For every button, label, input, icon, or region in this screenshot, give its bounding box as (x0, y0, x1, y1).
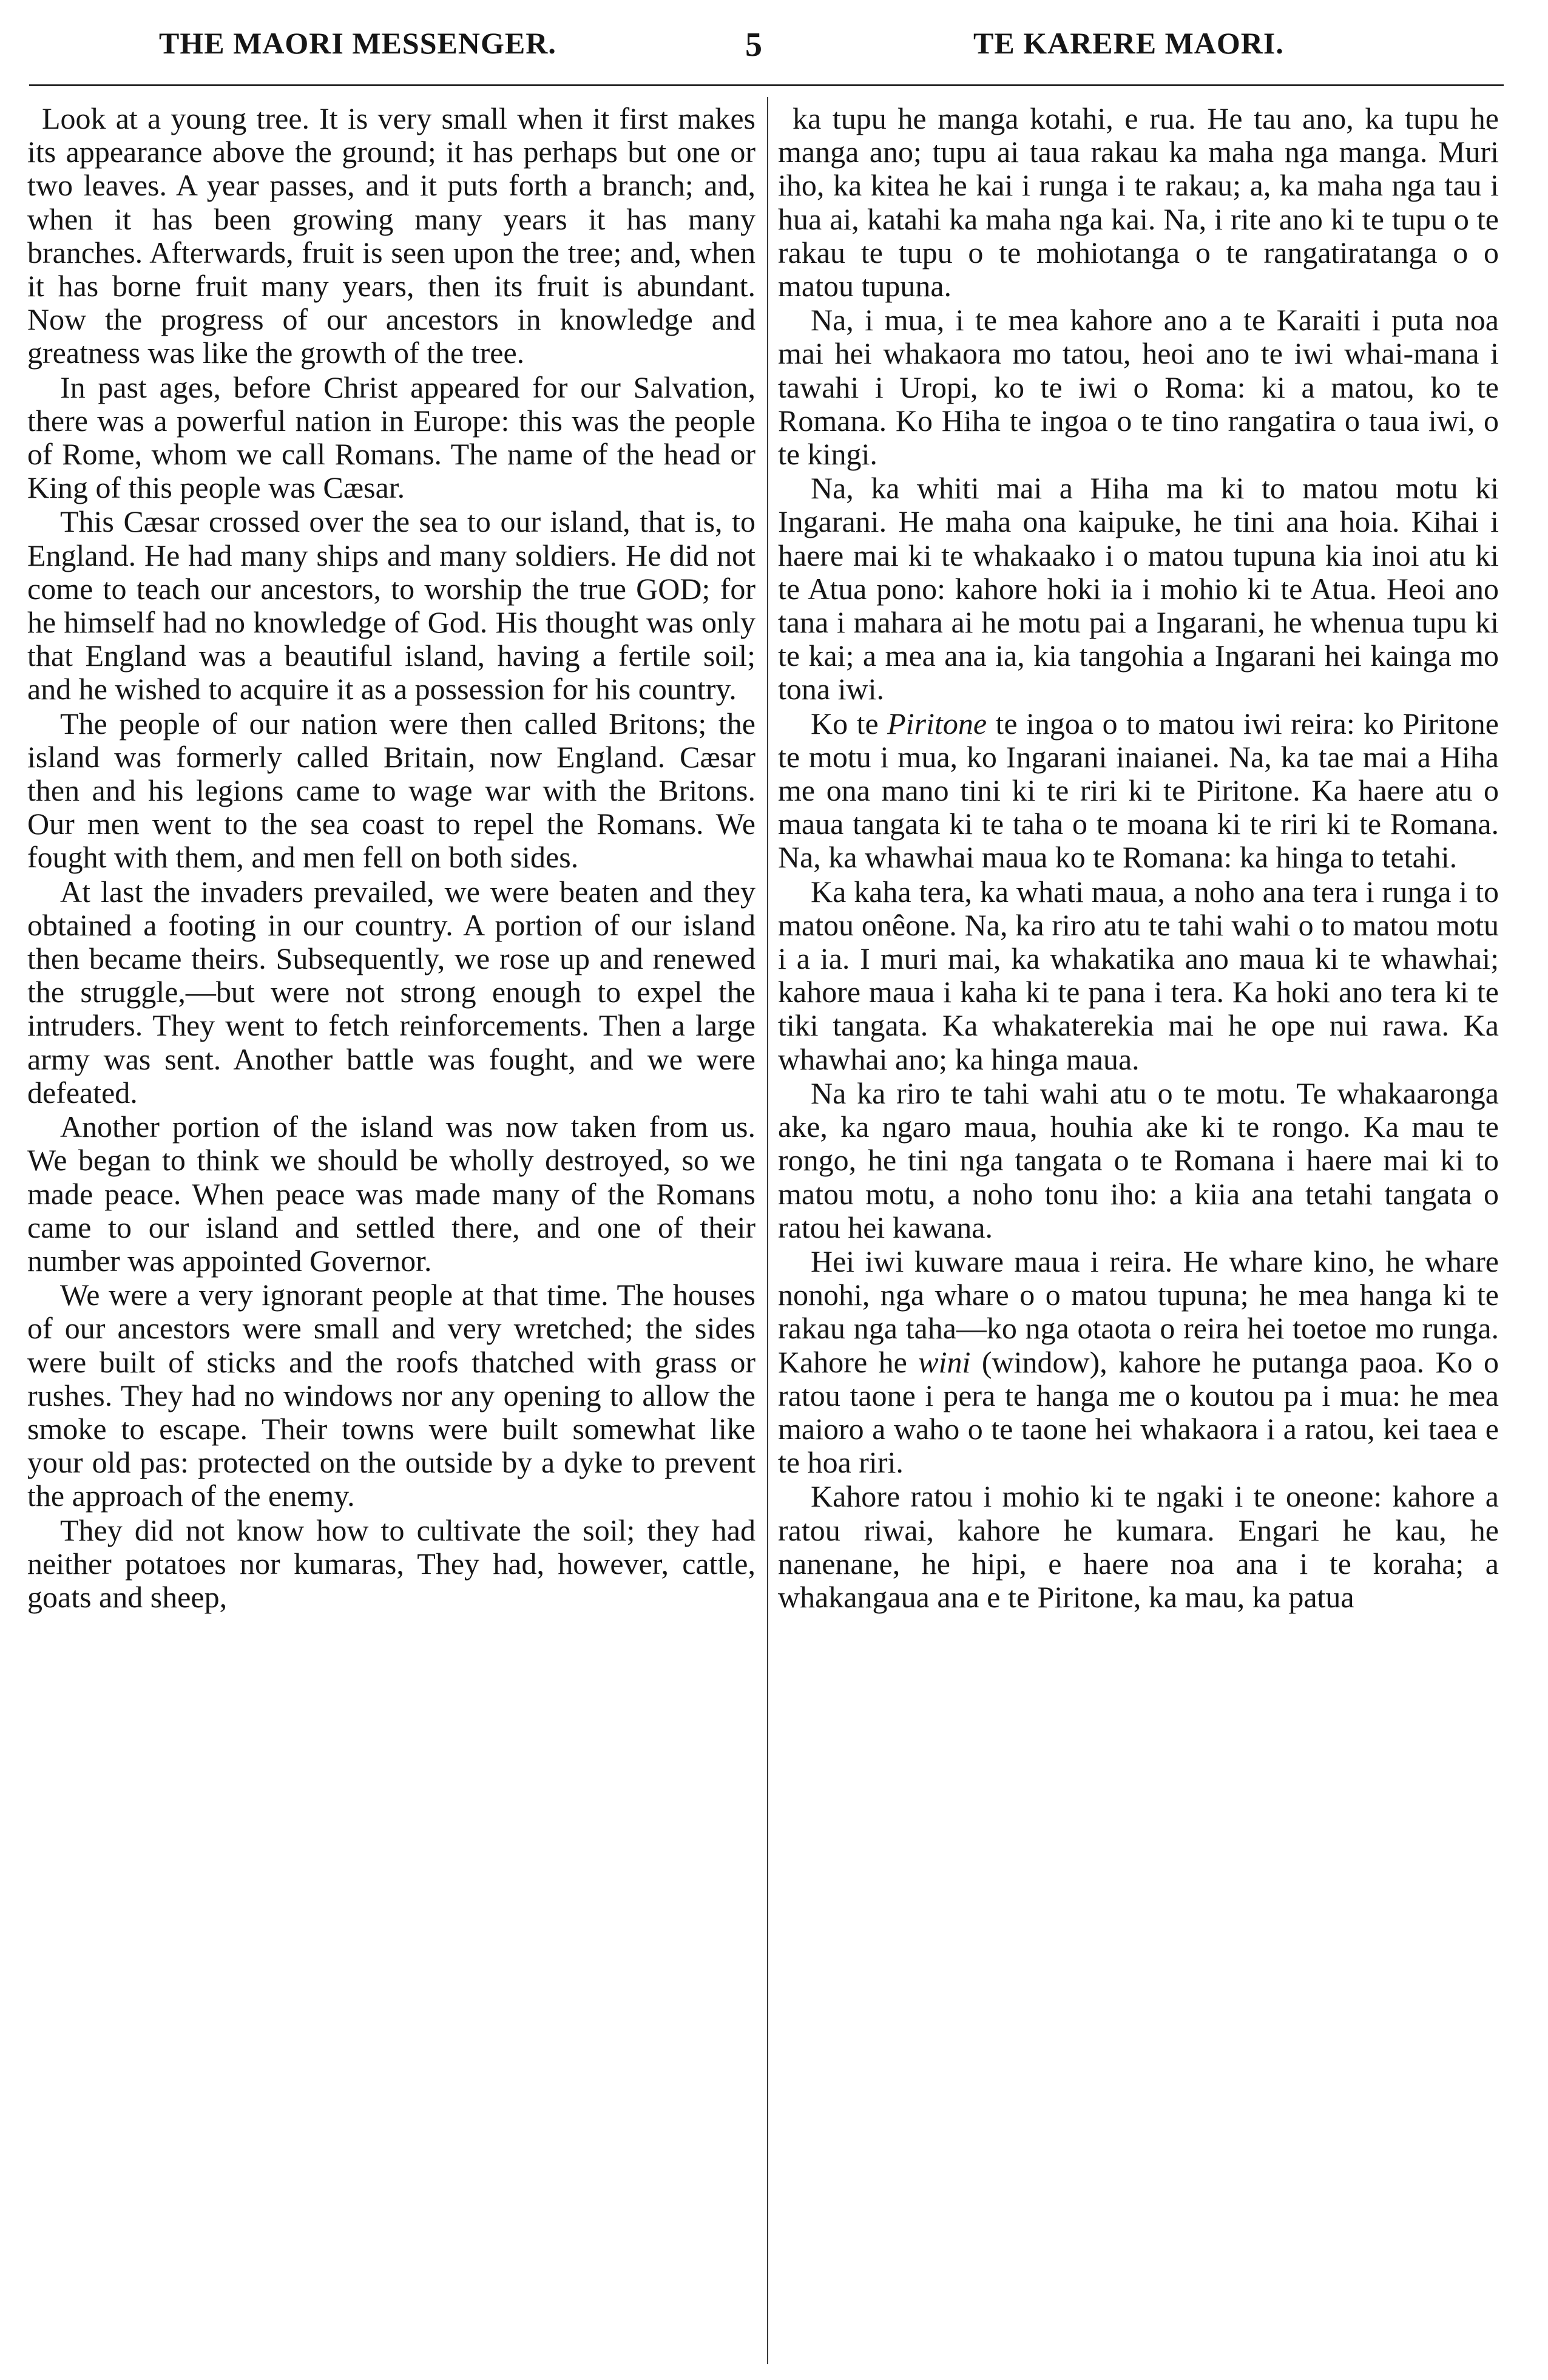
maori-paragraph: Kahore ratou i mohio ki te ngaki i te oneone: kahore a ratou riwai, kahore he kumara. Engari he kau, he nanenane, he hipi, e haere noa ana i te koraha; a whakangaua ana e te Piritone, ka mau, ka patua (778, 1479, 1499, 1614)
maori-paragraph: Na ka riro te tahi wahi atu o te motu. Te whakaaronga ake, ka ngaro maua, houhia ake ki te rongo. Ka mau te rongo, he tini nga tangata o te Romana i haere mai ki to matou motu, a noho tonu iho: a kiia ana tetahi tangata o ratou hei kawana. (778, 1076, 1499, 1244)
english-paragraph: At last the invaders prevailed, we were beaten and they obtained a footing in our country. A portion of our island then became theirs. Subsequently, we rose up and renewed the struggle,—but were not strong enough to expel the intruders. They went to fetch reinforcements. Then a large army was sent. Another battle was fought, and we were defeated. (27, 874, 755, 1110)
english-paragraph: This Cæsar crossed over the sea to our island, that is, to England. He had many ships and many soldiers. He did not come to teach our ancestors, to worship the true GOD; for he himself had no knowledge of God. His thought was only that England was a beautiful island, having a fertile soil; and he wished to acquire it as a possession for his country. (27, 504, 755, 707)
italic-word: wini (918, 1344, 971, 1379)
column-divider (767, 97, 768, 2364)
header-rule (29, 84, 1504, 86)
page-number: 5 (745, 26, 763, 64)
maori-column (778, 102, 1499, 2360)
english-paragraph: Another portion of the island was now taken from us. We began to think we should be wholly destroyed, so we made peace. When peace was made many of the Romans came to our island and settled there, and one of their number was appointed Governor. (27, 1110, 755, 1278)
english-paragraph: In past ages, before Christ appeared for our Salvation, there was a powerful nation in Europe: this was the people of Rome, whom we call Romans. The name of the head or King of this people was Cæsar. (27, 370, 755, 505)
english-column (27, 102, 755, 2360)
maori-paragraph: Ko te Piritone te ingoa o to matou iwi reira: ko Piritone te motu i mua, ko Ingarani inaianei. Na, ka tae mai a Hiha me ona mano tini ki te riri ki te Piritone. Ka haere atu o maua tangata ki te taha o te moana ki te riri ki te Romana. Na, ka whawhai maua ko te Romana: ka hinga to tetahi. (778, 706, 1499, 875)
english-paragraph: They did not know how to cultivate the soil; they had neither potatoes nor kumaras, They had, however, cattle, goats and sheep, (27, 1513, 755, 1614)
english-paragraph: Look at a young tree. It is very small when it first makes its appearance above the ground; it has perhaps but one or two leaves. A year passes, and it puts forth a branch; and, when it has been growing many years it has many branches. Afterwards, fruit is seen upon the tree; and, when it has borne fruit many years, then its fruit is abundant. Now the progress of our ancestors in knowledge and greatness was like the growth of the tree. (27, 102, 755, 370)
italic-word: Piritone (887, 706, 987, 741)
maori-paragraph: Hei iwi kuware maua i reira. He whare kino, he whare nonohi, nga whare o o matou tupuna; he mea hanga ki te rakau nga taha—ko nga otaota o reira hei toetoe mo runga. Kahore he wini (window), kahore he putanga paoa. Ko o ratou taone i pera te hanga me o koutou pa i mua: he mea maioro a waho o te taone hei whakaora i a ratou, kei taea e te hoa riri. (778, 1244, 1499, 1480)
maori-paragraph: Na, i mua, i te mea kahore ano a te Karaiti i puta noa mai hei whakaora mo tatou, heoi ano te iwi whai-mana i tawahi i Uropi, ko te iwi o Roma: ki a matou, ko te Romana. Ko Hiha te ingoa o te tino rangatira o taua iwi, o te kingi. (778, 303, 1499, 472)
english-paragraph: We were a very ignorant people at that time. The houses of our ancestors were small and very wretched; the sides were built of sticks and the roofs thatched with grass or rushes. They had no windows nor any opening to allow the smoke to escape. Their towns were built somewhat like your old pas: protected on the outside by a dyke to prevent the approach of the enemy. (27, 1278, 755, 1513)
english-paragraph: The people of our nation were then called Britons; the island was formerly called Britain, now England. Cæsar then and his legions came to wage war with the Britons. Our men went to the sea coast to repel the Romans. We fought with them, and men fell on both sides. (27, 706, 755, 875)
maori-masthead-title: TE KARERE MAORI. (973, 26, 1284, 60)
maori-paragraph: Ka kaha tera, ka whati maua, a noho ana tera i runga i to matou onêone. Na, ka riro atu te tahi wahi o to matou motu i a ia. I muri mai, ka whakatika ano maua ki te whawhai; kahore maua i kaha ki te pana i tera. Ka hoki ano tera ki te tiki tangata. Ka whakaterekia mai he ope nui rawa. Ka whawhai ano; ka hinga maua. (778, 874, 1499, 1076)
maori-paragraph: ka tupu he manga kotahi, e rua. He tau ano, ka tupu he manga ano; tupu ai taua rakau ka maha nga manga. Muri iho, ka kitea he kai i runga i te rakau; a, ka maha nga tau i hua ai, katahi ka maha nga kai. Na, i rite ano ki te tupu o te rakau te tupu o te mohiotanga o te rangatiratanga o o matou tupuna. (778, 102, 1499, 303)
running-head (0, 17, 1548, 72)
english-masthead-title: THE MAORI MESSENGER. (159, 26, 556, 60)
maori-paragraph: Na, ka whiti mai a Hiha ma ki to matou motu ki Ingarani. He maha ona kaipuke, he tini ana hoia. Kihai i haere mai ki te whakaako i o matou tupuna kia inoi atu ki te Atua pono: kahore hoki ia i mohio ki te Atua. Heoi ano tana i mahara ai he motu pai a Ingarani, he whenua tupu ki te kai; a mea ana ia, kia tangohia a Ingarani hei kainga mo tona iwi. (778, 471, 1499, 707)
